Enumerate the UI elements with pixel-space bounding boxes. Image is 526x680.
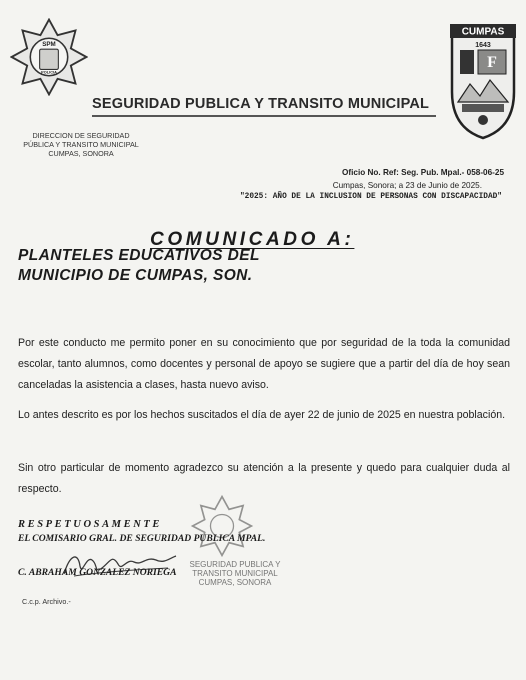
- department-line: DIRECCION DE SEGURIDAD: [32, 131, 130, 140]
- stamp-line: CUMPAS, SONORA: [198, 578, 272, 587]
- department-line: PÚBLICA Y TRANSITO MUNICIPAL: [23, 140, 139, 149]
- svg-text:F: F: [487, 54, 497, 71]
- date-line: Cumpas, Sonora; a 23 de Junio de 2025.: [332, 181, 482, 190]
- official-stamp-icon: [190, 494, 254, 558]
- crest-name: CUMPAS: [461, 26, 505, 38]
- signer-title: EL COMISARIO GRAL. DE SEGURIDAD PUBLICA MPAL.: [18, 533, 266, 544]
- carbon-copy-note: C.c.p. Archivo.-: [22, 597, 71, 606]
- body-paragraph: Por este conducto me permito poner en su conocimiento que por seguridad de la toda la comunidad escolar, tanto alumnos, como docentes y personal de apoyo se sugiere que a partir del día de hoy sean canceladas la asistencia a clases, hasta nuevo aviso.: [18, 337, 510, 391]
- crest-year: 1643: [475, 42, 491, 49]
- oficio-reference: Oficio No. Ref: Seg. Pub. Mpal.- 058-06-25: [342, 168, 504, 177]
- stamp-text-block: [175, 560, 295, 587]
- recipient-line: PLANTELES EDUCATIVOS DEL: [18, 247, 260, 264]
- body-paragraph: Lo antes descrito es por los hechos suscitados el día de ayer 22 de junio de 2025 en nuestra población.: [18, 409, 506, 421]
- stamp-line: SEGURIDAD PUBLICA Y: [189, 560, 281, 569]
- badge-text: SPM: [42, 41, 56, 49]
- signer-name: C. ABRAHAM GONZALEZ NORIEGA: [18, 567, 177, 578]
- header-divider: [92, 115, 436, 117]
- cumpas-crest-icon: [448, 22, 518, 140]
- year-motto: "2025: AÑO DE LA INCLUSION DE PERSONAS CON DISCAPACIDAD": [239, 193, 502, 201]
- closing-word: RESPETUOSAMENTE: [18, 519, 163, 530]
- agency-title: SEGURIDAD PUBLICA Y TRANSITO MUNICIPAL: [92, 96, 430, 112]
- body-paragraph: Sin otro particular de momento agradezco su atención a la presente y quedo para cualquier duda al respecto.: [18, 462, 510, 495]
- communique-heading: COMUNICADO A:: [150, 229, 355, 250]
- police-star-badge-logo: [10, 18, 88, 96]
- badge-subtext: POLICIA: [41, 69, 57, 75]
- department-block: [16, 131, 146, 158]
- recipient-block: [18, 246, 260, 286]
- stamp-line: TRANSITO MUNICIPAL: [192, 569, 278, 578]
- recipient-line: MUNICIPIO DE CUMPAS, SON.: [18, 267, 253, 284]
- department-line: CUMPAS, SONORA: [48, 149, 114, 158]
